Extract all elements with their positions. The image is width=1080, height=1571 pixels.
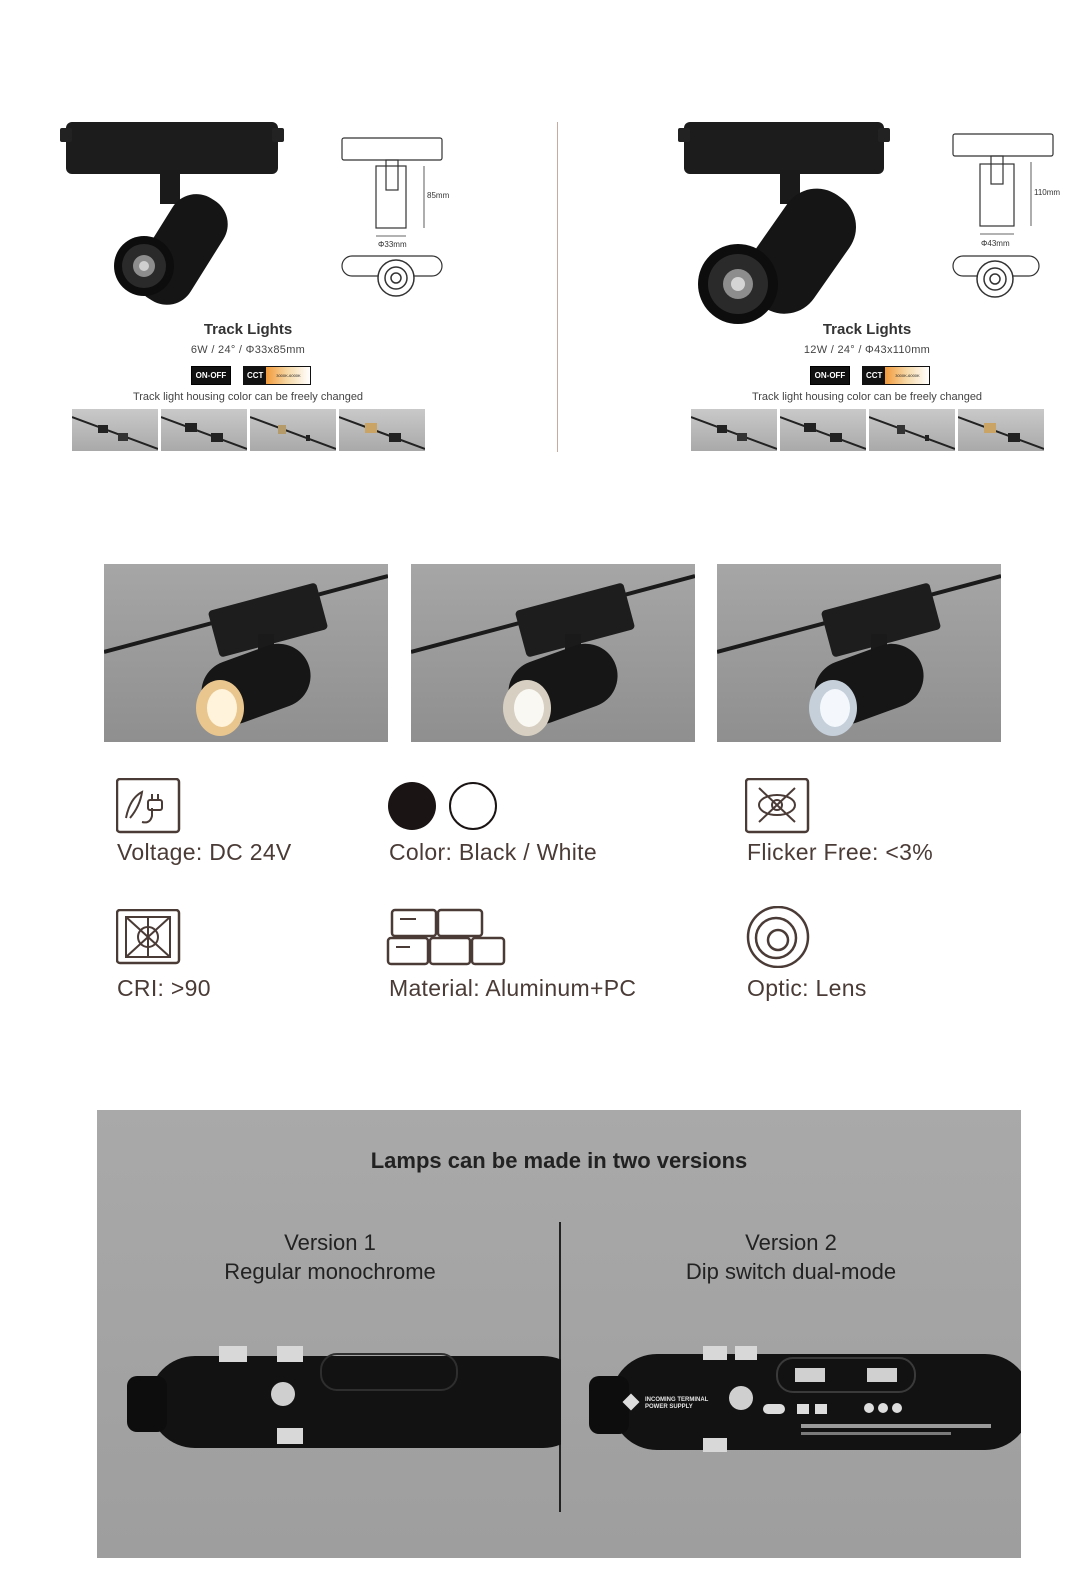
housing-thumb (691, 409, 777, 451)
diameter-dimension-label: Φ33mm (378, 240, 407, 249)
product-spec: 6W / 24° / Φ33x85mm (190, 344, 306, 356)
warm-light-photo (104, 564, 388, 742)
track-light-large-image (672, 112, 902, 324)
onoff-badge: ON-OFF (810, 366, 850, 385)
version-2-desc: Dip switch dual-mode (685, 1259, 897, 1284)
cct-gradient: 3000K-6000K (885, 367, 929, 384)
cct-badge-label: CCT (863, 367, 885, 384)
housing-thumb (869, 409, 955, 451)
dimension-drawing-2 (947, 128, 1077, 300)
color-swatch-icon (386, 782, 502, 832)
cct-gradient: 3000K-6000K (266, 367, 310, 384)
housing-note: Track light housing color can be freely changed (132, 391, 364, 403)
terminal-label (645, 1397, 708, 1411)
version-1-name: Version 1 (284, 1230, 376, 1255)
housing-thumb (250, 409, 336, 451)
cct-badge (243, 366, 311, 385)
version-1-heading (120, 1228, 540, 1286)
version-1-desc: Regular monochrome (224, 1259, 436, 1284)
height-dimension-label: 110mm (1034, 188, 1061, 197)
diameter-dimension-label: Φ43mm (981, 239, 1010, 248)
optic-label: Optic: Lens (747, 975, 867, 1001)
terminal-label-line-2: POWER SUPPLY (645, 1404, 693, 1410)
versions-title: Lamps can be made in two versions (370, 1148, 748, 1173)
housing-thumb (780, 409, 866, 451)
flicker-label: Flicker Free: <3% (747, 839, 933, 865)
cct-badge-label: CCT (244, 367, 266, 384)
material-label: Material: Aluminum+PC (389, 975, 637, 1001)
cct-badge (862, 366, 930, 385)
versions-panel (97, 1110, 1021, 1558)
version-1-adapter-image (127, 1338, 561, 1458)
height-dimension-label: 85mm (427, 191, 450, 200)
cri-label: CRI: >90 (117, 975, 211, 1001)
dimension-drawing-1 (336, 132, 466, 302)
version-2-name: Version 2 (745, 1230, 837, 1255)
neutral-light-photo (411, 564, 695, 742)
terminal-label-line-1: INCOMING TERMINAL (645, 1397, 709, 1403)
material-bricks-icon (386, 907, 508, 969)
onoff-badge: ON-OFF (191, 366, 231, 385)
housing-thumb (958, 409, 1044, 451)
housing-thumb (161, 409, 247, 451)
color-label: Color: Black / White (389, 839, 597, 865)
version-2-heading (581, 1228, 1001, 1286)
product-title: Track Lights (203, 321, 293, 338)
plug-icon (116, 778, 182, 834)
housing-thumb (72, 409, 158, 451)
voltage-label: Voltage: DC 24V (117, 839, 292, 865)
flicker-free-icon (745, 778, 811, 834)
cool-light-photo (717, 564, 1001, 742)
cri-icon (116, 909, 182, 965)
card-divider (557, 122, 558, 452)
lens-icon (744, 906, 812, 968)
product-title: Track Lights (822, 321, 912, 338)
product-spec: 12W / 24° / Φ43x110mm (803, 344, 931, 356)
track-light-small-image (58, 112, 288, 312)
housing-thumb (339, 409, 425, 451)
housing-note: Track light housing color can be freely changed (751, 391, 983, 403)
